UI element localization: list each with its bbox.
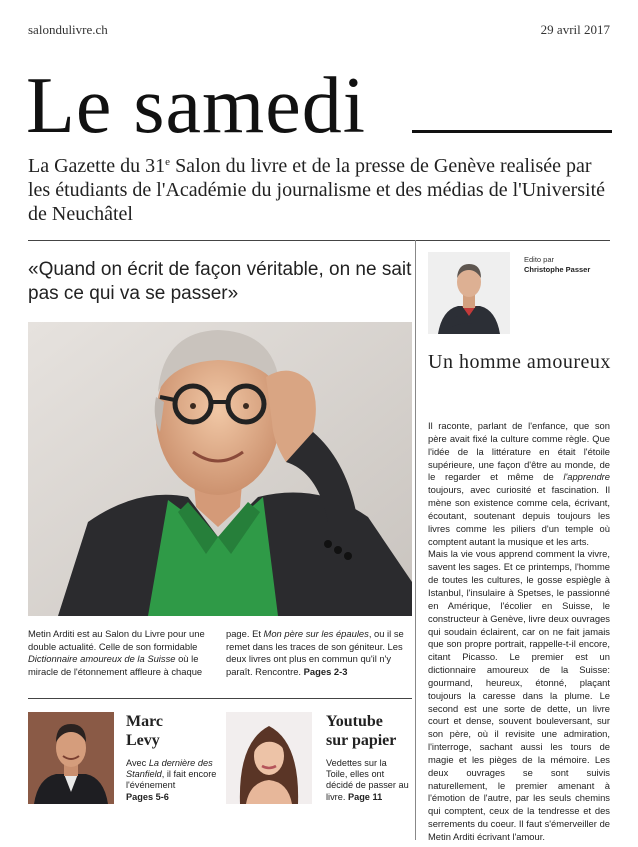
lead-quote: «Quand on écrit de façon véritable, on ne sait pas ce qui va se passer» (28, 259, 412, 304)
portrait-illustration (28, 322, 412, 616)
caption2-pages-link[interactable]: Pages 2-3 (303, 665, 348, 677)
caption2-text-a: page. Et (226, 628, 264, 639)
subtitle (28, 150, 618, 226)
caption1-text-b: où le miracle de l'étonnement affleure à chaque (28, 653, 203, 677)
edito-body (428, 420, 610, 844)
teaser2-title (326, 712, 396, 750)
caption2-book-title: Mon père sur les épaules (263, 628, 369, 639)
lead-caption-col1 (28, 628, 216, 678)
teaser1-photo (28, 712, 114, 804)
teaser2-title-line2: sur papier (326, 732, 397, 749)
edito-author-photo (428, 252, 510, 334)
teaser1-book-title: La dernière des Stanfield (126, 758, 213, 780)
caption2-text-b: , ou il se remet dans les traces de son géniteur. Les deux livres ont plus en commun qu'il n'y paraît. Rencontre. (226, 628, 404, 677)
subtitle-part2: Salon du livre et de la presse de Genève realisée par les étudiants de l'Académie du journalisme et des médias de l'Université de Neuchâtel (28, 155, 606, 225)
teaser2-text-body: Vedettes sur la Toile, elles ont décidé de passer au livre. (326, 758, 409, 802)
column-divider (415, 240, 416, 840)
subtitle-sup: e (165, 156, 171, 168)
teaser1-text-b: , il fait encore l'événement (126, 769, 217, 791)
author-portrait (428, 252, 510, 334)
marc-levy-portrait (28, 712, 114, 804)
site-url: salondulivre.ch (28, 22, 108, 37)
caption1-text-a: Metin Arditi est au Salon du Livre pour une double actualité. Celle de son formidable (28, 628, 205, 652)
edito-paragraph-1 (428, 420, 610, 548)
edito-p1-b: toujours, avec curiosité et fascination. Il mène son existence comme cela, écrivant, écoutant, soutenant depuis toujours les livres comme les piliers d'un temple où comptent autant la musique et les arts. (428, 484, 610, 547)
teaser2-title-line1: Youtube (326, 713, 383, 730)
edito-p1-a: Il raconte, parlant de l'enfance, que son père avait fixé la culture comme règle. Que l'idée de la littérature en était l'étoile supérieure, une façon d'être au monde, de le regarder et même de (428, 420, 610, 483)
teaser1-title (126, 712, 163, 750)
teaser1-text-a: Avec (126, 758, 149, 768)
teaser2-pages-link[interactable]: Page 11 (347, 791, 383, 802)
edito-title: Un homme amoureux (428, 351, 611, 373)
teaser1-title-line1: Marc (126, 713, 164, 730)
issue-date: 29 avril 2017 (540, 22, 610, 37)
teaser2-text (326, 758, 410, 803)
teaser1-title-line2: Levy (126, 732, 160, 749)
teaser1-text (126, 758, 218, 803)
subtitle-part1: La Gazette du 31 (28, 155, 166, 177)
masthead-rule (412, 130, 612, 133)
bottom-divider (28, 698, 412, 699)
masthead-title: Le samedi (26, 62, 366, 150)
teaser2-photo (226, 712, 312, 804)
lead-caption-col2 (226, 628, 414, 678)
edito-paragraph-2: Mais la vie vous apprend comment la vivre, savent les sages. Et ce printemps, l'homme de toutes les cultures, le gosse espiègle à Istanbul, l'insulaire à Spetses, le passionné en Amérique, l'écolier en Suisse, le constructeur à Genève, livre deux ouvrages qui soudain éclairent, car on ne fait jamais que son propre portrait, rappelle-t-il encore, citant Picasso. Le premier est un dictionnaire amoureux de la Suisse: gourmand, heureux, étonné, plaçant toujours la caresse dans la plume. Le second est une sorte de dette, un livre court et dense, souvent bouleversant, sur son père, où il revisite une admiration, l'interroge, sachant aussi les tours de magie et les pièges de la mémoire. Les deux ouvrages se sont suivis naturellement, le premier amenant à l'émotion de l'autre, par les seuls chemins qui comptent, ceux de la tendresse et des serrements du coeur. Il faut s'émerveiller de Metin Arditi écrivant l'amour. (428, 548, 610, 842)
top-divider (28, 240, 610, 241)
youtuber-portrait (226, 712, 312, 804)
teaser1-pages-link[interactable]: Pages 5-6 (126, 791, 169, 802)
lead-photo (28, 322, 412, 616)
edito-label: Edito par (524, 255, 555, 264)
edito-p1-emphasis: l'apprendre (563, 471, 610, 483)
caption1-book-title: Dictionnaire amoureux de la Suisse (28, 653, 176, 665)
edito-author: Christophe Passer (524, 265, 591, 274)
